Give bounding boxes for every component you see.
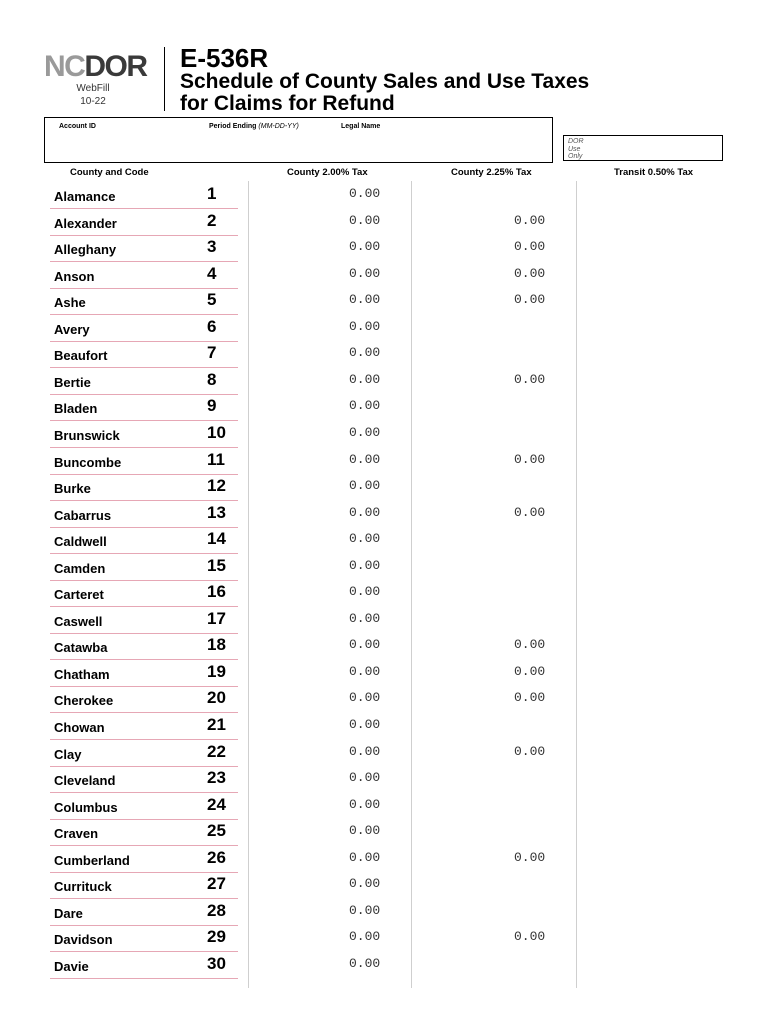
county-code: 3 <box>207 237 217 257</box>
county-code: 13 <box>207 502 226 522</box>
table-row <box>0 370 770 397</box>
table-row <box>0 529 770 556</box>
county-200-value[interactable]: 0.00 <box>349 584 381 600</box>
table-row <box>0 848 770 875</box>
county-name: Anson <box>54 268 95 284</box>
county-code: 21 <box>207 715 226 734</box>
county-name: Alleghany <box>54 242 117 258</box>
county-code: 15 <box>207 555 226 575</box>
county-code: 12 <box>207 476 226 496</box>
row-underline <box>50 606 238 607</box>
county-name: Beaufort <box>54 348 108 364</box>
county-code: 25 <box>207 821 226 841</box>
table-row <box>0 742 770 769</box>
row-underline <box>50 394 238 395</box>
county-200-value[interactable]: 0.00 <box>349 424 381 440</box>
county-225-value[interactable]: 0.00 <box>514 265 546 281</box>
county-code: 9 <box>207 396 217 416</box>
county-200-header: County 2.00% Tax <box>287 167 368 178</box>
county-225-value[interactable]: 0.00 <box>514 504 546 520</box>
county-name: Carteret <box>54 587 104 603</box>
county-name: Chatham <box>54 666 110 682</box>
county-200-value[interactable]: 0.00 <box>349 371 381 387</box>
table-row <box>0 423 770 450</box>
county-200-value[interactable]: 0.00 <box>349 531 381 547</box>
title-line-1: Schedule of County Sales and Use Taxes <box>180 70 590 93</box>
column-separator <box>576 181 577 988</box>
row-underline <box>50 659 238 660</box>
county-name: Chowan <box>54 720 105 735</box>
row-underline <box>50 314 238 315</box>
county-225-value[interactable]: 0.00 <box>514 849 546 865</box>
county-code: 20 <box>207 688 226 708</box>
county-200-value[interactable]: 0.00 <box>349 610 381 626</box>
county-name: Cumberland <box>54 852 130 868</box>
table-row <box>0 317 770 344</box>
county-code-header: County and Code <box>70 167 149 178</box>
county-code: 19 <box>207 661 226 681</box>
county-225-value[interactable]: 0.00 <box>514 929 546 945</box>
county-200-value[interactable]: 0.00 <box>349 239 381 255</box>
row-underline <box>50 792 238 793</box>
county-200-value[interactable]: 0.00 <box>349 345 381 361</box>
logo-webfill: WebFill <box>76 83 110 94</box>
row-underline <box>50 447 238 448</box>
table-row <box>0 795 770 822</box>
county-name: Alamance <box>54 189 116 204</box>
logo-wordmark <box>44 52 150 82</box>
county-name: Davie <box>54 958 89 974</box>
row-underline <box>50 527 238 528</box>
county-225-value[interactable]: 0.00 <box>514 371 546 387</box>
row-underline <box>50 819 238 820</box>
county-225-value[interactable]: 0.00 <box>514 743 546 759</box>
table-row <box>0 237 770 264</box>
table-row <box>0 290 770 317</box>
legal-name-label: Legal Name <box>341 123 381 130</box>
county-200-value[interactable]: 0.00 <box>349 265 381 281</box>
dor-use-only-box: DOR Use Only <box>563 135 723 161</box>
row-underline <box>50 553 238 554</box>
county-225-value[interactable]: 0.00 <box>514 212 546 228</box>
row-underline <box>50 898 238 899</box>
county-code: 30 <box>207 953 226 973</box>
table-row <box>0 901 770 928</box>
row-underline <box>50 633 238 634</box>
county-code: 29 <box>207 927 226 947</box>
column-separator <box>411 181 412 988</box>
county-200-value[interactable]: 0.00 <box>349 557 381 573</box>
county-name: Caswell <box>54 613 103 629</box>
taxpayer-id-box[interactable] <box>44 117 553 163</box>
county-name: Ashe <box>54 295 86 311</box>
title-line-2: for Claims for Refund <box>180 92 395 115</box>
county-code: 22 <box>207 741 226 761</box>
table-row <box>0 821 770 848</box>
row-underline <box>50 845 238 846</box>
table-row <box>0 264 770 291</box>
row-underline <box>50 766 238 767</box>
table-row <box>0 503 770 530</box>
ncdor-logo <box>44 52 150 112</box>
county-code: 4 <box>207 263 217 283</box>
county-225-value[interactable]: 0.00 <box>514 690 546 706</box>
county-code: 16 <box>207 582 226 602</box>
county-200-value[interactable]: 0.00 <box>349 823 381 839</box>
county-code: 5 <box>207 290 217 310</box>
table-row <box>0 184 770 211</box>
county-200-value[interactable]: 0.00 <box>349 292 381 308</box>
county-200-value[interactable]: 0.00 <box>349 770 381 786</box>
account-id-label: Account ID <box>59 123 96 130</box>
row-underline <box>50 978 238 979</box>
county-225-value[interactable]: 0.00 <box>514 451 546 467</box>
county-200-value[interactable]: 0.00 <box>349 398 381 414</box>
row-underline <box>50 500 238 501</box>
county-name: Currituck <box>54 879 112 895</box>
table-row <box>0 556 770 583</box>
county-name: Burke <box>54 481 91 497</box>
county-225-value[interactable]: 0.00 <box>514 637 546 653</box>
county-name: Columbus <box>54 799 118 815</box>
county-200-value[interactable]: 0.00 <box>349 637 381 653</box>
row-underline <box>50 686 238 687</box>
county-name: Cleveland <box>54 773 116 789</box>
table-row <box>0 662 770 689</box>
logo-dor: DOR <box>84 50 147 83</box>
county-code: 2 <box>207 210 217 230</box>
county-name: Bertie <box>54 374 91 390</box>
row-underline <box>50 261 238 262</box>
county-200-value[interactable]: 0.00 <box>349 902 381 918</box>
row-underline <box>50 580 238 581</box>
county-200-value[interactable]: 0.00 <box>349 663 381 679</box>
county-code: 10 <box>207 422 226 442</box>
county-200-value[interactable]: 0.00 <box>349 451 381 467</box>
row-underline <box>50 235 238 236</box>
county-name: Brunswick <box>54 427 120 443</box>
county-name: Craven <box>54 826 99 842</box>
column-separator <box>248 181 249 988</box>
row-underline <box>50 872 238 873</box>
row-underline <box>50 288 238 289</box>
county-name: Bladen <box>54 401 98 417</box>
county-200-value[interactable]: 0.00 <box>349 849 381 865</box>
table-row <box>0 211 770 238</box>
county-200-value[interactable]: 0.00 <box>349 743 381 759</box>
county-name: Buncombe <box>54 454 122 470</box>
county-200-value[interactable]: 0.00 <box>349 212 381 228</box>
county-name: Cherokee <box>54 693 114 709</box>
row-underline <box>50 925 238 926</box>
county-200-value[interactable]: 0.00 <box>349 504 381 520</box>
county-200-value[interactable]: 0.00 <box>349 717 381 732</box>
row-underline <box>50 951 238 952</box>
form-title <box>180 71 700 115</box>
county-225-header: County 2.25% Tax <box>451 167 532 178</box>
county-name: Cabarrus <box>54 507 112 523</box>
county-name: Alexander <box>54 215 117 231</box>
county-name: Catawba <box>54 640 108 656</box>
county-code: 18 <box>207 635 226 655</box>
county-code: 17 <box>207 608 226 628</box>
table-row <box>0 635 770 662</box>
table-row <box>0 954 770 981</box>
table-row <box>0 768 770 795</box>
transit-050-header: Transit 0.50% Tax <box>614 167 694 178</box>
county-code: 14 <box>207 529 226 549</box>
county-200-value[interactable]: 0.00 <box>349 186 381 201</box>
county-code: 1 <box>207 184 217 203</box>
county-200-value[interactable]: 0.00 <box>349 318 381 334</box>
table-row <box>0 343 770 370</box>
table-row <box>0 874 770 901</box>
county-225-value[interactable]: 0.00 <box>514 663 546 679</box>
county-225-value[interactable]: 0.00 <box>514 239 546 255</box>
table-row <box>0 450 770 477</box>
logo-nc: NC <box>44 50 85 83</box>
county-200-value[interactable]: 0.00 <box>349 876 381 892</box>
table-row <box>0 582 770 609</box>
county-name: Dare <box>54 905 83 921</box>
county-name: Camden <box>54 560 106 576</box>
table-row <box>0 476 770 503</box>
row-underline <box>50 739 238 740</box>
county-code: 24 <box>207 794 226 814</box>
form-number: E-536R <box>180 43 269 73</box>
county-200-value[interactable]: 0.00 <box>349 796 381 812</box>
row-underline <box>50 208 238 209</box>
period-ending-label: Period Ending (MM-DD-YY) <box>209 123 299 130</box>
row-underline <box>50 474 238 475</box>
county-code: 8 <box>207 369 217 389</box>
county-name: Davidson <box>54 932 113 948</box>
table-row <box>0 609 770 636</box>
logo-version: 10-22 <box>80 96 106 107</box>
county-200-value[interactable]: 0.00 <box>349 690 381 706</box>
county-code: 11 <box>207 449 225 469</box>
county-200-value[interactable]: 0.00 <box>349 929 381 945</box>
county-200-value[interactable]: 0.00 <box>349 478 381 494</box>
county-code: 7 <box>207 343 217 363</box>
county-200-value[interactable]: 0.00 <box>349 955 381 971</box>
row-underline <box>50 367 238 368</box>
table-row <box>0 715 770 742</box>
county-225-value[interactable]: 0.00 <box>514 292 546 308</box>
county-name: Clay <box>54 746 82 762</box>
row-underline <box>50 420 238 421</box>
table-row <box>0 396 770 423</box>
county-name: Caldwell <box>54 534 107 550</box>
table-row <box>0 927 770 954</box>
county-code: 26 <box>207 847 226 867</box>
county-code: 27 <box>207 874 226 894</box>
county-code: 23 <box>207 768 226 788</box>
county-code: 28 <box>207 900 226 920</box>
row-underline <box>50 712 238 713</box>
county-name: Avery <box>54 321 90 337</box>
county-code: 6 <box>207 316 217 336</box>
table-row <box>0 688 770 715</box>
header-divider <box>164 47 165 111</box>
row-underline <box>50 341 238 342</box>
